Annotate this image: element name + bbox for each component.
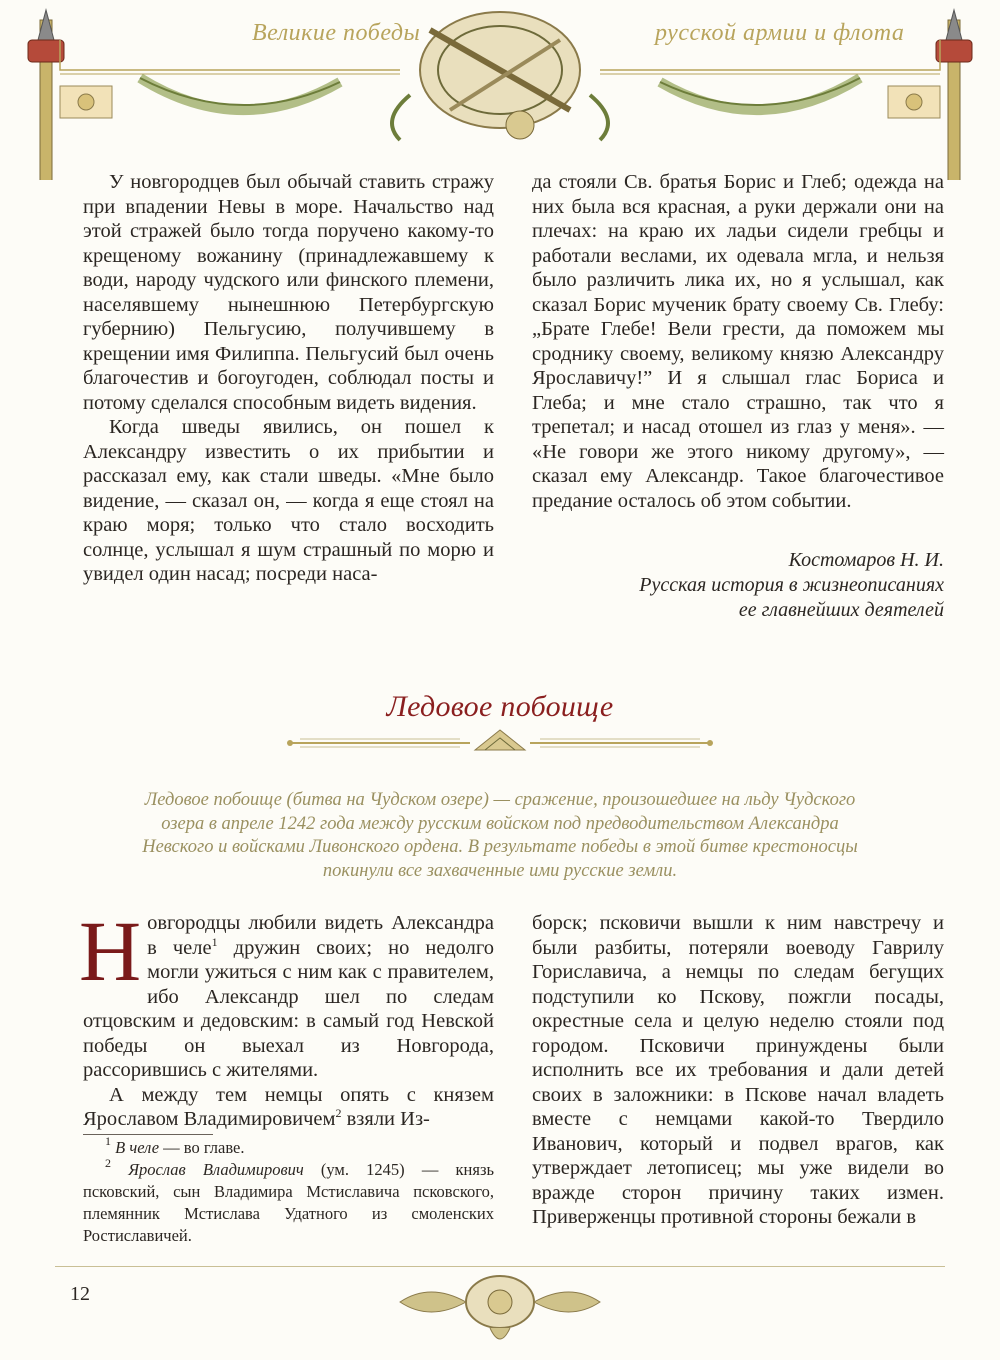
- article1-column-left: [83, 170, 494, 587]
- attribution-book-line2: ее главнейших деятелей: [738, 599, 944, 621]
- footnote-1-text: — во главе.: [159, 1138, 245, 1157]
- attribution: [532, 548, 944, 623]
- footnote-2-term: Ярослав Владимирович: [128, 1160, 304, 1179]
- article2-p1-part-b: дружин своих; но недолго могли ужиться с ним как с правителем, ибо Александр шел по следам отцовским и дедовским: в самый год Невской победы он выехал из Новгорода, рассорившись с жителями.: [83, 936, 495, 1081]
- footnote-2: [83, 1156, 494, 1247]
- article2-p2-part-b: взяли Из-: [341, 1108, 430, 1130]
- footnotes: [83, 1134, 494, 1247]
- header-title-right: русской армии и флота: [655, 20, 905, 46]
- drop-cap: Н: [79, 903, 142, 999]
- footnote-ref-2[interactable]: 2: [335, 1106, 342, 1120]
- footnote-2-text: (ум. 1245) — князь псковский, сын Владимира Мстиславича псковского, племянник Мстислава Удатного из смоленских Ростиславичей.: [83, 1160, 494, 1245]
- article2-p1-part-a: овгородцы любили видеть Александра в челе: [147, 912, 494, 959]
- attribution-book-line1: Русская история в жизнеописаниях: [639, 574, 944, 596]
- article1-paragraph-2-start: Когда шведы явились, он пошел к Александру известить о их прибытии и рассказал ему, как стали шведы. «Мне было видение, — сказал он, — когда я еще стоял на краю моря; только что стало восходить солнце, услышал я шум страшный по морю и увидел один насад; посреди наса-: [83, 416, 494, 585]
- section-intro: [130, 789, 870, 883]
- footnote-1-term: В челе: [115, 1138, 160, 1157]
- footnote-ref-1[interactable]: 1: [211, 934, 218, 949]
- attribution-author: Костомаров Н. И.: [788, 549, 944, 571]
- article2-column-left: [79, 903, 495, 1132]
- article1-paragraph-1: У новгородцев был обычай ставить стражу при впадении Невы в море. Начальство над этой стражей было тогда поручено какому-то крещеному вожанину (принадлежавшему к води, народу чудского или финского племени, населявшему нынешнюю Петербургскую губернию) Пельгусию, получившему в крещении имя Филиппа. Пельгусий был очень благочестив и богоугоден, соблюдал посты и потому сделался способным видеть видения.: [83, 171, 494, 414]
- article1-paragraph-2-continued: да стояли Св. братья Борис и Глеб; одежда на них была вся красная, а руки держали они на плечах: на краю их ладьи сидели гребцы и работали веслами, их одевала мгла, и нельзя было различить лика их, но я услышал, как сказал Борис мученик брату своему Св. Глебу: „Брате Глебе! Вели грести, да поможем мы сроднику своему, великому князю Александру Ярославичу!” И я слышал глас Бориса и Глеба; и мне стало страшно, так что я трепетал; и насад отошел из глаз у меня». — «Не говори же этого никому другому», — сказал ему Александр. Такое благочестивое предание осталось об этом событии.: [532, 171, 944, 512]
- footnote-1: [83, 1134, 494, 1159]
- footnote-1-mark: 1: [105, 1134, 111, 1148]
- article2-p2-part-a: А между тем немцы опять с князем Ярославом Владимировичем: [83, 1083, 494, 1130]
- article1-column-right: [532, 170, 944, 513]
- article2-column-right: [532, 911, 944, 1230]
- footnote-divider: [83, 1134, 213, 1135]
- header-title-left: Великие победы: [252, 20, 421, 46]
- article2-paragraph-1: [79, 903, 495, 1083]
- section-divider-ornament: [280, 728, 720, 758]
- article2-paragraph-2: [83, 1083, 494, 1132]
- section-intro-text: Ледовое побоище (битва на Чудском озере) — сражение, произошедшее на льду Чудского озера в апреле 1242 года между русским войском под предводительством Александра Невского и войсками Ливонского ордена. В результате победы в этой битве крестоносцы покинули все захваченные ими русские земли.: [142, 790, 858, 881]
- article2-paragraph-2-continued: борск; псковичи вышли к ним навстречу и были разбиты, потеряли воеводу Гаврилу Гориславича, а немцы по следам бегущих подступили ко Пскову, пожгли посады, окрестные села и целую неделю стояли под городом. Псковичи принуждены были исполнить все их требования и дали детей своих в заложники: в Пскове начал владеть вместе с немцами какой-то Твердило Иванович, который и подвел врагов, как утверждает летописец; мы уже видели во вражде сторон причину таких измен. Приверженцы противной стороны бежали в: [532, 912, 944, 1228]
- page-number: 12: [70, 1283, 90, 1305]
- page-header: [0, 0, 1000, 180]
- section-title: Ледовое побоище: [386, 690, 614, 723]
- footer-ornament: [380, 1262, 620, 1352]
- footnote-2-mark: 2: [105, 1156, 111, 1170]
